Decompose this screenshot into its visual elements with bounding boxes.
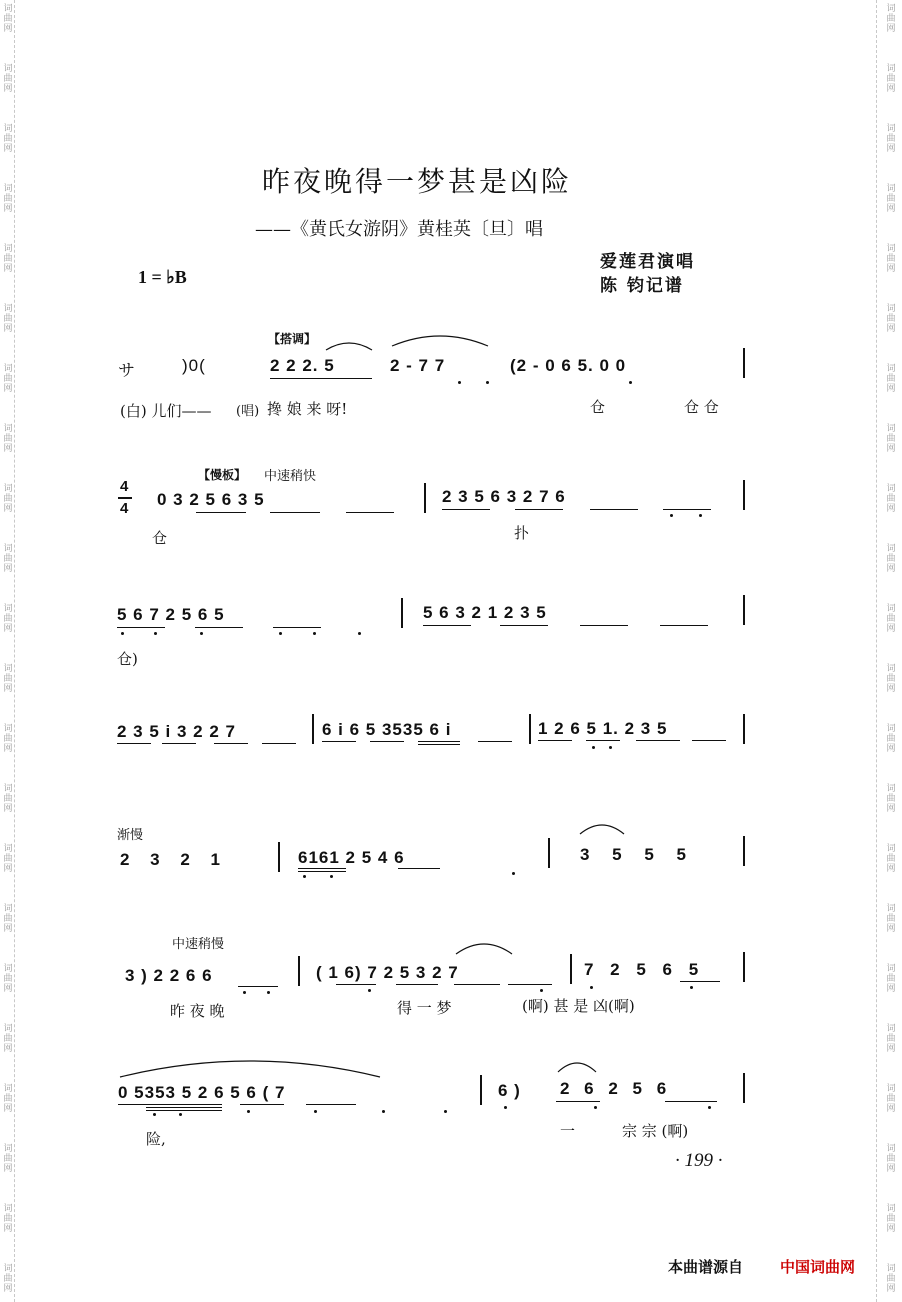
row1-chang-mark: (唱) — [236, 404, 260, 419]
row1-spoken: (白) 儿们—— — [120, 402, 212, 420]
tempo-zhongsu-shaokuai: 中速稍快 — [264, 469, 317, 484]
underline — [418, 744, 460, 745]
watermark-text: 词 曲 网 — [886, 4, 896, 34]
row4-measure-1: 2 3 5 i 3 2 2 7 — [117, 722, 236, 741]
underline — [663, 509, 711, 510]
row7-lyrics-a: 险, — [146, 1130, 166, 1148]
underline — [580, 625, 628, 626]
octave-dot — [458, 381, 461, 384]
slur-arc — [324, 338, 374, 352]
watermark-text: 词 曲 网 — [3, 1204, 13, 1234]
key-signature: 1 = ♭B — [138, 267, 187, 287]
row2-percussion-pu: 扑 — [514, 524, 530, 542]
barline — [278, 842, 280, 872]
octave-dot — [690, 986, 693, 989]
row6-measure-2: ( 1 6) 7 2 5 3 2 7 — [316, 963, 459, 982]
underline — [146, 1107, 222, 1108]
watermark-text: 词 曲 网 — [886, 904, 896, 934]
watermark-text: 词 曲 网 — [3, 904, 13, 934]
row2-measure-2: 2 3 5 6 3 2 7 6 — [442, 487, 566, 506]
underline — [665, 1101, 717, 1102]
watermark-text: 词 曲 网 — [886, 1024, 896, 1054]
row5-measure-3: 3 5 5 5 — [580, 845, 687, 864]
tempo-zhongsu-shaoman: 中速稍慢 — [172, 937, 225, 952]
octave-dot — [670, 514, 673, 517]
row7-measure-1: 0 5353 5 2 6 5 6 ( 7 — [118, 1083, 286, 1102]
octave-dot — [303, 875, 306, 878]
barline — [743, 348, 745, 378]
octave-dot — [200, 632, 203, 635]
watermark-text: 词 曲 网 — [3, 1024, 13, 1054]
watermark-text: 词 曲 网 — [3, 544, 13, 574]
watermark-text: 词 曲 网 — [3, 664, 13, 694]
notation-credit: 陈 钧记谱 — [600, 276, 684, 296]
octave-dot — [486, 381, 489, 384]
row2-measure-1: 0 3 2 5 6 3 5 — [157, 490, 265, 509]
row2-percussion-cang: 仓 — [152, 529, 168, 547]
underline — [336, 984, 376, 985]
watermark-text: 词 曲 网 — [3, 64, 13, 94]
row6-measure-3: 7 2 5 6 5 — [584, 960, 700, 979]
watermark-text: 词 曲 网 — [886, 364, 896, 394]
row1-paren: )0( — [182, 356, 206, 375]
underline — [273, 627, 321, 628]
underline — [692, 740, 726, 741]
slur-arc — [454, 938, 514, 956]
watermark-text: 词 曲 网 — [886, 844, 896, 874]
underline — [238, 986, 278, 987]
watermark-text: 词 曲 网 — [886, 304, 896, 334]
time-sig-top: 4 — [120, 478, 130, 495]
barline — [298, 956, 300, 986]
watermark-text: 词 曲 网 — [3, 424, 13, 454]
row1-notes-b: 2 - 7 7 — [390, 356, 446, 375]
underline — [298, 868, 346, 869]
watermark-text: 词 曲 网 — [886, 424, 896, 454]
underline — [214, 743, 248, 744]
barline — [743, 836, 745, 866]
watermark-text: 词 曲 网 — [3, 1264, 13, 1294]
watermark-text: 词 曲 网 — [3, 784, 13, 814]
barline — [743, 714, 745, 744]
watermark-text: 词 曲 网 — [886, 724, 896, 754]
watermark-text: 词 曲 网 — [886, 664, 896, 694]
barline — [570, 954, 572, 984]
mark-dadiao: 【搭调】 — [268, 332, 317, 346]
octave-dot — [314, 1110, 317, 1113]
octave-dot — [243, 991, 246, 994]
watermark-text: 词 曲 网 — [3, 184, 13, 214]
time-sig-line — [118, 497, 132, 499]
underline — [680, 981, 720, 982]
watermark-text: 词 曲 网 — [886, 124, 896, 154]
octave-dot — [444, 1110, 447, 1113]
octave-dot — [368, 989, 371, 992]
underline — [298, 871, 346, 872]
watermark-text: 词 曲 网 — [886, 604, 896, 634]
octave-dot — [609, 746, 612, 749]
watermark-text: 词 曲 网 — [3, 124, 13, 154]
underline — [396, 984, 438, 985]
underline — [270, 512, 320, 513]
watermark-text: 词 曲 网 — [3, 604, 13, 634]
underline — [117, 743, 151, 744]
row4-measure-2: 6 i 6 5 3535 6 i — [322, 720, 452, 739]
row1-lyrics: 搀 娘 来 呀! — [267, 400, 348, 418]
octave-dot — [247, 1110, 250, 1113]
long-slur-arc — [118, 1055, 382, 1079]
octave-dot — [708, 1106, 711, 1109]
row7-lyrics-b: 一 — [560, 1122, 576, 1140]
slur-arc — [556, 1058, 598, 1074]
underline — [418, 741, 460, 742]
row7-measure-3: 2 6 2 5 6 — [560, 1079, 668, 1098]
octave-dot — [540, 989, 543, 992]
underline — [346, 512, 394, 513]
row3-percussion-cang: 仓) — [117, 650, 138, 668]
underline — [322, 741, 356, 742]
underline — [423, 625, 471, 626]
underline — [538, 740, 572, 741]
octave-dot — [154, 632, 157, 635]
barline — [424, 483, 426, 513]
underline — [240, 1104, 284, 1105]
octave-dot — [267, 991, 270, 994]
watermark-text: 词 曲 网 — [3, 304, 13, 334]
octave-dot — [699, 514, 702, 517]
octave-dot — [594, 1106, 597, 1109]
octave-dot — [382, 1110, 385, 1113]
underline — [508, 984, 552, 985]
underline — [454, 984, 500, 985]
barline — [743, 595, 745, 625]
watermark-text: 词 曲 网 — [3, 844, 13, 874]
row7-lyrics-c: 宗 宗 (啊) — [622, 1122, 689, 1140]
underline — [515, 509, 563, 510]
row6-lyrics-a: 昨 夜 晚 — [170, 1002, 225, 1020]
source-site-link[interactable]: 中国词曲网 — [780, 1258, 856, 1276]
source-label: 本曲谱源自 — [668, 1258, 744, 1276]
watermark-text: 词 曲 网 — [3, 484, 13, 514]
row3-measure-1: 5 6 7 2 5 6 5 — [117, 605, 225, 624]
free-meter-sign: サ — [118, 361, 136, 380]
octave-dot — [313, 632, 316, 635]
octave-dot — [629, 381, 632, 384]
underline — [118, 1104, 222, 1105]
row3-measure-2: 5 6 3 2 1 2 3 5 — [423, 603, 547, 622]
tempo-jianman: 渐慢 — [117, 828, 144, 843]
row6-measure-1: 3 ) 2 2 6 6 — [125, 966, 213, 985]
row6-lyrics-b: 得 一 梦 — [397, 999, 452, 1017]
underline — [262, 743, 296, 744]
underline — [590, 509, 638, 510]
underline — [660, 625, 708, 626]
barline — [743, 480, 745, 510]
row1-notes-a: 2 2 2. 5 — [270, 356, 335, 375]
underline — [586, 740, 620, 741]
underline — [636, 740, 680, 741]
watermark-text: 词 曲 网 — [3, 964, 13, 994]
row6-lyrics-c: (啊) 甚 是 凶(啊) — [522, 997, 635, 1015]
watermark-text: 词 曲 网 — [886, 484, 896, 514]
row7-measure-2: 6 ) — [498, 1081, 521, 1100]
mark-manban: 【慢板】 — [198, 468, 247, 482]
underline — [270, 378, 372, 379]
underline — [146, 1110, 222, 1111]
underline — [370, 741, 404, 742]
watermark-text: 词 曲 网 — [3, 1084, 13, 1114]
barline — [312, 714, 314, 744]
left-margin-line — [14, 0, 29, 1302]
watermark-text: 词 曲 网 — [886, 244, 896, 274]
underline — [478, 741, 512, 742]
watermark-text: 词 曲 网 — [886, 784, 896, 814]
octave-dot — [592, 746, 595, 749]
watermark-text: 词 曲 网 — [886, 184, 896, 214]
octave-dot — [512, 872, 515, 875]
barline — [480, 1075, 482, 1105]
octave-dot — [279, 632, 282, 635]
octave-dot — [179, 1113, 182, 1116]
barline — [743, 1073, 745, 1103]
underline — [117, 627, 165, 628]
underline — [556, 1101, 600, 1102]
octave-dot — [590, 986, 593, 989]
underline — [306, 1104, 356, 1105]
row1-notes-c: (2 - 0 6 5. 0 0 — [510, 356, 627, 375]
watermark-text: 词 曲 网 — [3, 244, 13, 274]
watermark-text: 词 曲 网 — [886, 1204, 896, 1234]
watermark-text: 词 曲 网 — [886, 1144, 896, 1174]
page-title: 昨夜晚得一梦甚是凶险 — [262, 165, 573, 198]
row1-percussion-1: 仓 — [590, 398, 606, 416]
underline — [162, 743, 196, 744]
octave-dot — [358, 632, 361, 635]
octave-dot — [121, 632, 124, 635]
slur-arc — [578, 820, 626, 836]
slur-arc — [390, 330, 490, 348]
page-subtitle: ——《黄氏女游阴》黄桂英〔旦〕唱 — [255, 219, 543, 240]
barline — [743, 952, 745, 982]
watermark-text: 词 曲 网 — [886, 964, 896, 994]
watermark-text: 词 曲 网 — [886, 1264, 896, 1294]
watermark-text: 词 曲 网 — [886, 64, 896, 94]
watermark-text: 词 曲 网 — [886, 544, 896, 574]
watermark-text: 词 曲 网 — [3, 4, 13, 34]
row5-measure-1: 2 3 2 1 — [120, 850, 221, 869]
underline — [442, 509, 490, 510]
watermark-text: 词 曲 网 — [886, 1084, 896, 1114]
watermark-text: 词 曲 网 — [3, 724, 13, 754]
row5-measure-2: 6161 2 5 4 6 — [298, 848, 405, 867]
page-number: · 199 · — [675, 1150, 723, 1171]
barline — [401, 598, 403, 628]
barline — [529, 714, 531, 744]
watermark-text: 词 曲 网 — [3, 364, 13, 394]
barline — [548, 838, 550, 868]
underline — [500, 625, 548, 626]
octave-dot — [153, 1113, 156, 1116]
row1-percussion-2: 仓 仓 — [684, 398, 719, 416]
octave-dot — [504, 1106, 507, 1109]
octave-dot — [330, 875, 333, 878]
underline — [398, 868, 440, 869]
underline — [196, 512, 246, 513]
watermark-text: 词 曲 网 — [3, 1144, 13, 1174]
underline — [195, 627, 243, 628]
time-sig-bottom: 4 — [120, 500, 130, 517]
row4-measure-3: 1 2 6 5 1. 2 3 5 — [538, 719, 668, 738]
singer-credit: 爱莲君演唱 — [600, 252, 695, 272]
